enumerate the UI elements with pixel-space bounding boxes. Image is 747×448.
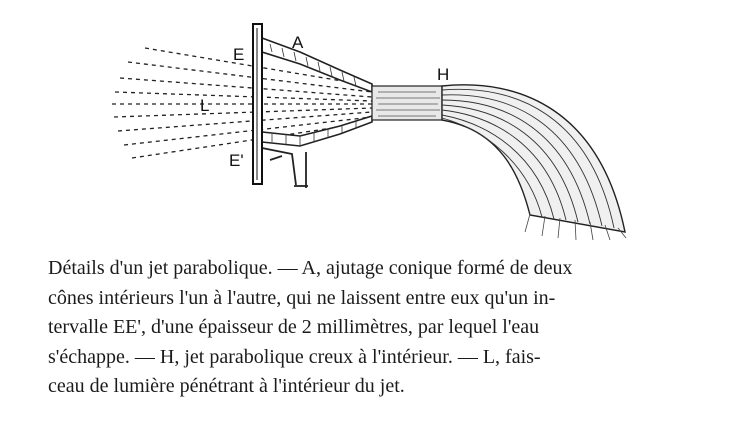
caption-line-5: ceau de lumière pénétrant à l'intérieur du jet. xyxy=(48,375,405,397)
label-a: A xyxy=(292,33,304,52)
figure-caption xyxy=(48,254,728,402)
caption-line-2: cônes intérieurs l'un à l'autre, qui ne laissent entre eux qu'un in- xyxy=(48,286,556,309)
label-e-prime: E' xyxy=(229,151,244,170)
caption-line-3: tervalle EE', d'une épaisseur de 2 millimètres, par lequel l'eau xyxy=(48,316,540,338)
nozzle-lower-wall xyxy=(262,116,372,146)
water-inlet-pipe xyxy=(262,148,308,188)
light-beam-rays xyxy=(112,48,372,158)
label-h: H xyxy=(437,65,450,84)
label-e: E xyxy=(233,45,245,64)
caption-line-1: Détails d'un jet parabolique. — A, ajutage conique formé de deux xyxy=(48,257,573,279)
jet-throat xyxy=(372,86,442,120)
label-l: L xyxy=(200,96,210,115)
caption-line-4: s'échappe. — H, jet parabolique creux à l'intérieur. — L, fais- xyxy=(48,345,541,368)
